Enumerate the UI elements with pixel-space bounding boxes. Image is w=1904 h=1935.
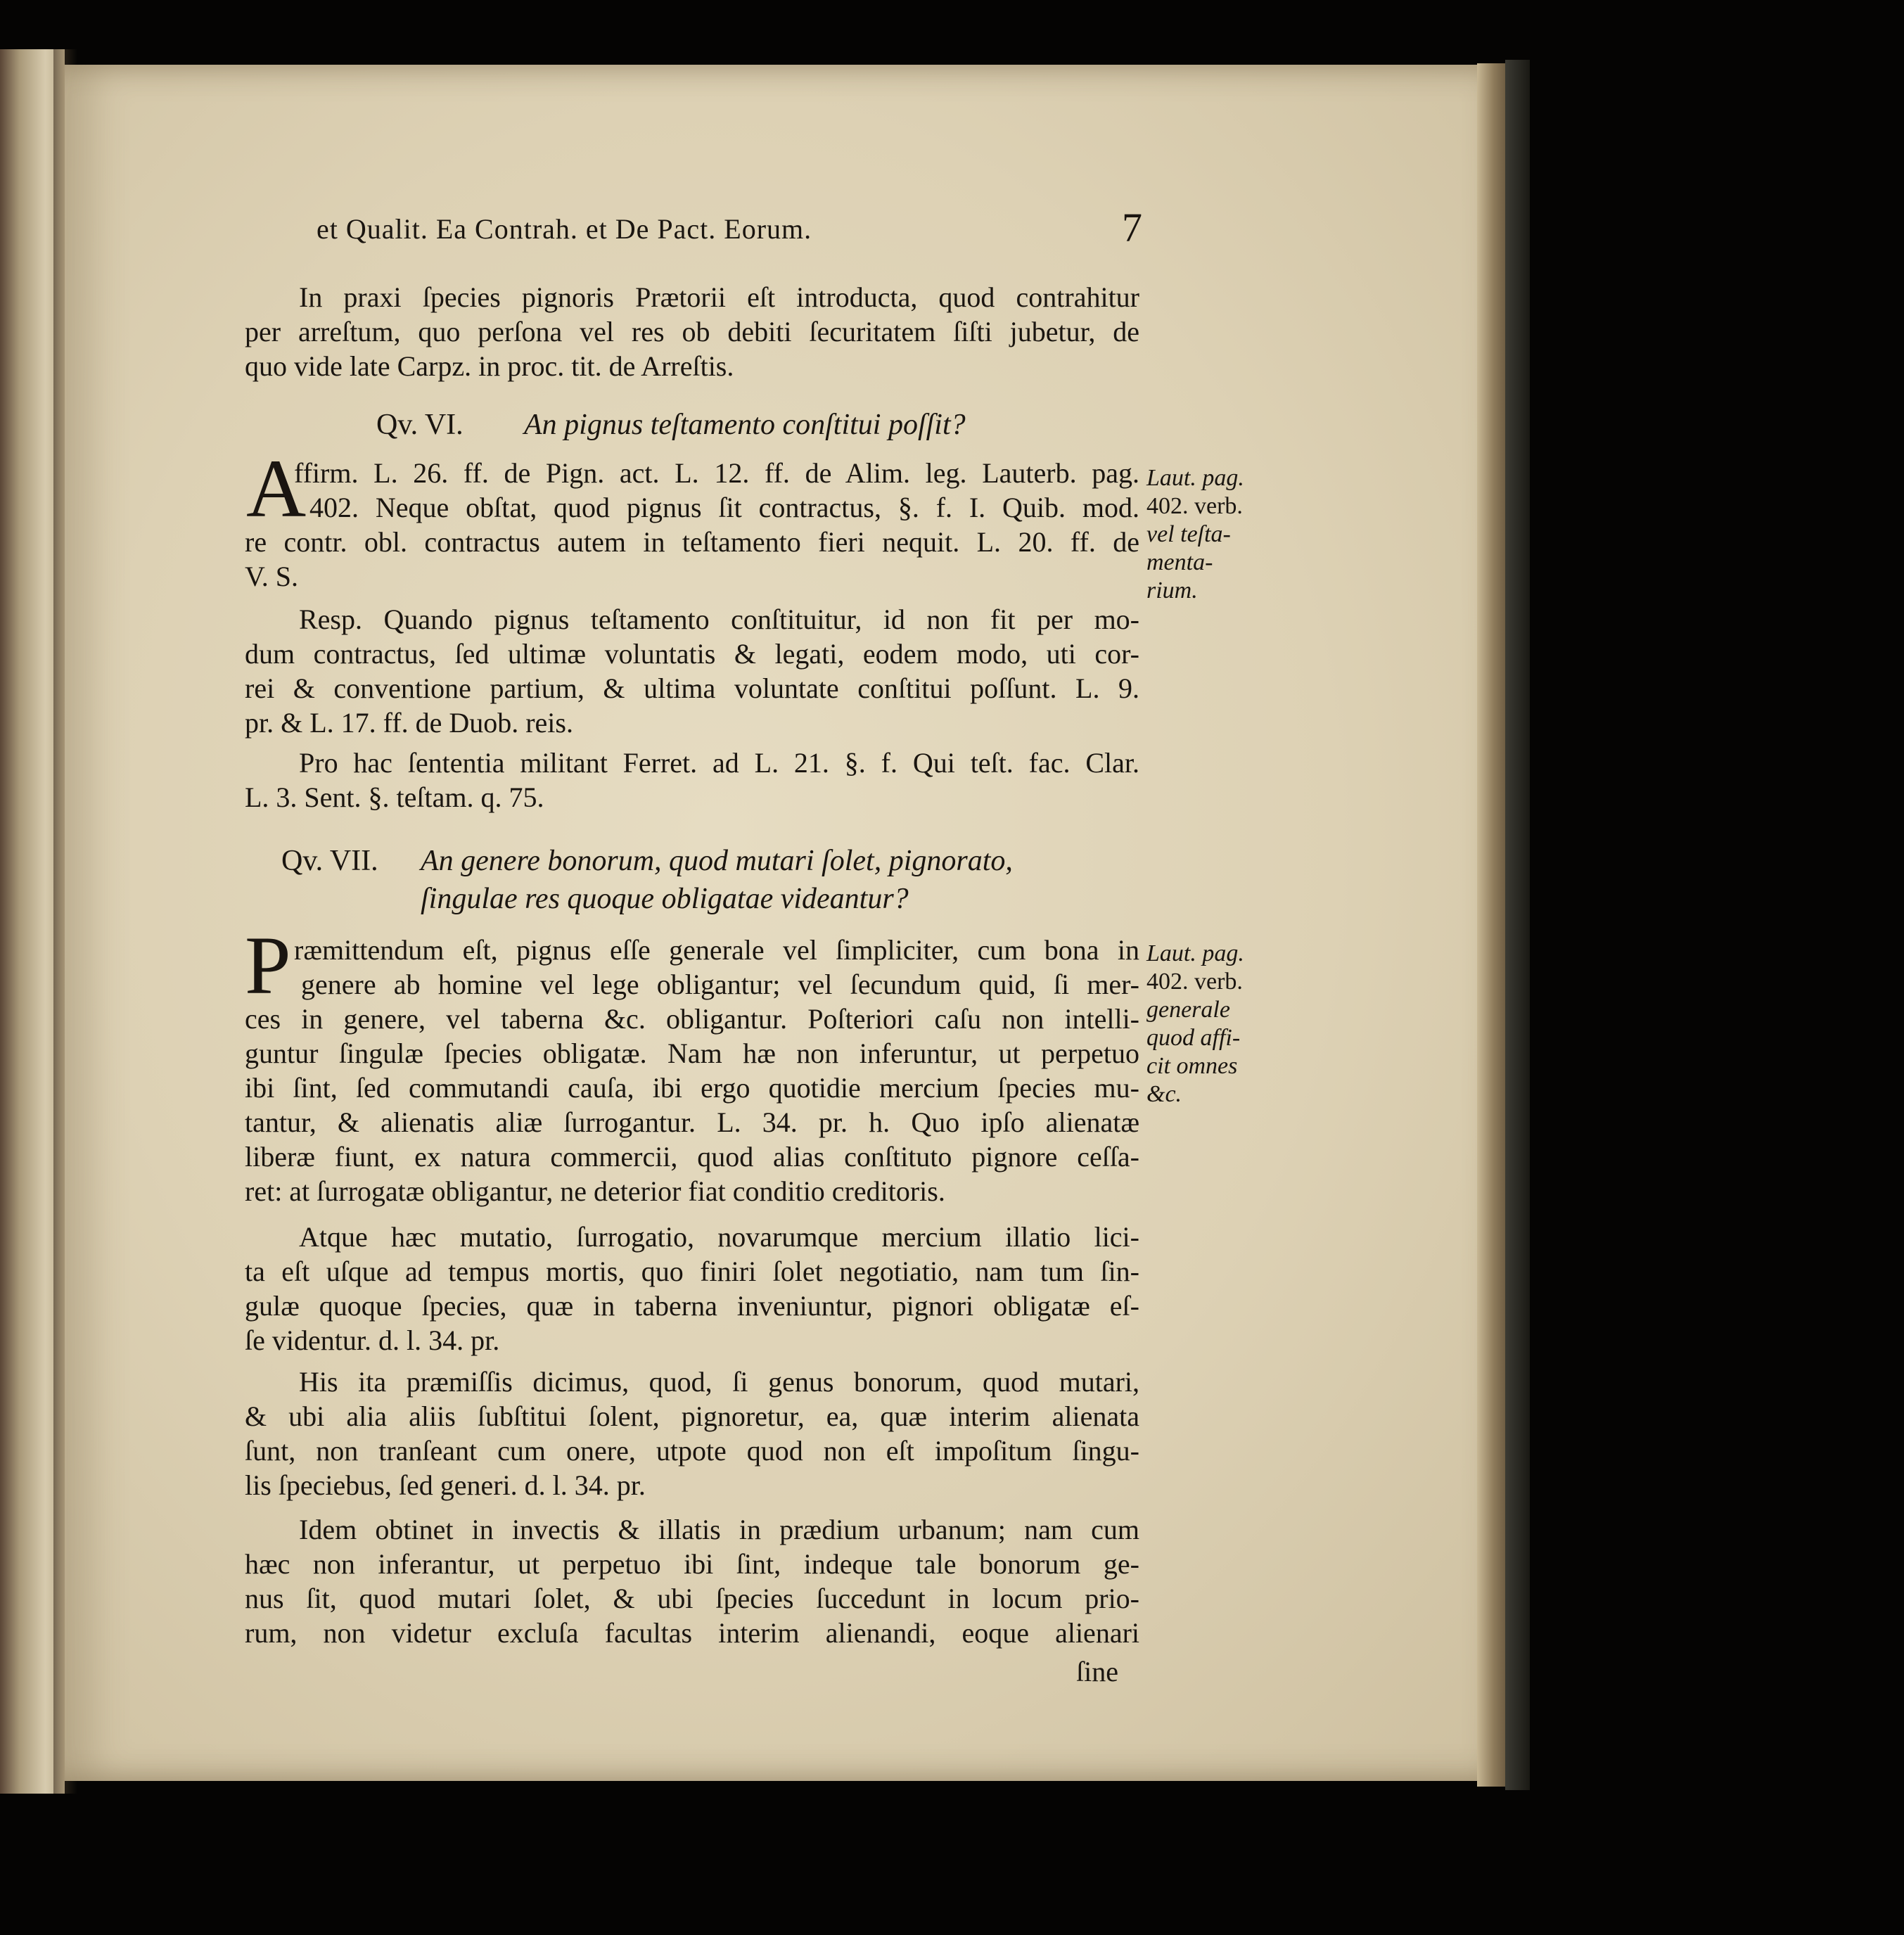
q7-body-line-8: ret: at ſurrogatæ obligantur, ne deterior fiat conditio creditoris. — [245, 1175, 945, 1207]
q6-pro-line-2: L. 3. Sent. §. teſtam. q. 75. — [245, 781, 544, 813]
q7-body-line-2: genere ab homine vel lege obligantur; vel ſecundum quid, ſi mer- — [301, 969, 1139, 1000]
q6-affirm-line-1: ffirm. L. 26. ff. de Pign. act. L. 12. ff. de Alim. leg. Lauterb. pag. — [294, 457, 1139, 489]
q6-affirm-line-4: V. S. — [245, 561, 298, 592]
his-line-1: His ita præmiſſis dicimus, quod, ſi genus bonorum, quod mutari, — [299, 1366, 1139, 1398]
his-line-3: ſunt, non tranſeant cum onere, utpote quod non eſt impoſitum ſingu- — [245, 1435, 1139, 1467]
q7-body-line-6: tantur, & alienatis aliæ ſurrogantur. L. 34. pr. h. Quo ipſo alienatæ — [245, 1106, 1139, 1138]
catchword: ſine — [1076, 1656, 1118, 1687]
idem-line-1: Idem obtinet in invectis & illatis in prædium urbanum; nam cum — [299, 1514, 1139, 1545]
para1-line-3: quo vide late Carpz. in proc. tit. de Arreſtis. — [245, 350, 734, 382]
q6-resp-line-3: rei & conventione partium, & ultima voluntate conſtitui poſſunt. L. 9. — [245, 672, 1139, 704]
idem-line-4: rum, non videtur excluſa facultas interim alienandi, eoque alienari — [245, 1617, 1139, 1649]
q6-affirm-line-2: 402. Neque obſtat, quod pignus ſit contractus, §. f. I. Quib. mod. — [309, 492, 1139, 523]
idem-line-3: nus ſit, quod mutari ſolet, & ubi ſpecies ſuccedunt in locum prio- — [245, 1583, 1139, 1614]
q7-body-line-4: guntur ſingulæ ſpecies obligatæ. Nam hæ non inferuntur, ut perpetuo — [245, 1037, 1139, 1069]
q6-resp-line-2: dum contractus, ſed ultimæ voluntatis & legati, eodem modo, uti cor- — [245, 638, 1139, 670]
q6-resp-line-4: pr. & L. 17. ff. de Duob. reis. — [245, 707, 573, 739]
q7-label: Qv. VII. — [281, 845, 378, 877]
his-line-2: & ubi alia aliis ſubſtitui ſolent, pignoretur, ea, quæ interim alienata — [245, 1400, 1139, 1432]
margin-note-2: Laut. pag. 402. verb. generale quod affi- cit omnes &c. — [1146, 940, 1244, 1107]
q7-body-line-3: ces in genere, vel taberna &c. obligantur. Poſteriori caſu non intelli- — [245, 1003, 1139, 1035]
atque-line-2: ta eſt uſque ad tempus mortis, quo finiri ſolet negotiatio, nam tum ſin- — [245, 1256, 1139, 1287]
q7-dropcap: P — [245, 919, 291, 1011]
q7-body-line-1: ræmittendum eſt, pignus eſſe generale vel ſimpliciter, cum bona in — [294, 934, 1139, 966]
q7-body-line-5: ibi ſint, ſed commutandi cauſa, ibi ergo quotidie mercium ſpecies mu- — [245, 1072, 1139, 1104]
atque-line-3: gulæ quoque ſpecies, quæ in taberna inveniuntur, pignori obligatæ eſ- — [245, 1290, 1139, 1322]
q7-body-line-7: liberæ fiunt, ex natura commercii, quod alias conſtituto pignore ceſſa- — [245, 1141, 1139, 1173]
book-cover — [1505, 60, 1530, 1790]
q6-affirm-line-3: re contr. obl. contractus autem in teſtamento fieri nequit. L. 20. ff. de — [245, 526, 1139, 558]
running-header: et Qualit. Ea Contrah. et De Pact. Eorum. — [317, 213, 812, 245]
q6-dropcap: A — [246, 442, 307, 535]
q7-question-line-2: ſingulae res quoque obligatae videantur? — [421, 883, 909, 915]
para1-line-2: per arreſtum, quo perſona vel res ob debiti ſecuritatem ſiſti jubetur, de — [245, 316, 1139, 347]
para1-line-1: In praxi ſpecies pignoris Prætorii eſt introducta, quod contrahitur — [299, 281, 1139, 313]
q6-question: An pignus teſtamento conſtitui poſſit? — [524, 409, 966, 441]
atque-line-4: ſe videntur. d. l. 34. pr. — [245, 1324, 500, 1356]
page-number: 7 — [1122, 205, 1142, 250]
his-line-4: lis ſpeciebus, ſed generi. d. l. 34. pr. — [245, 1469, 646, 1501]
idem-line-2: hæc non inferantur, ut perpetuo ibi ſint, indeque tale bonorum ge- — [245, 1548, 1139, 1580]
q7-question-line-1: An genere bonorum, quod mutari ſolet, pignorato, — [421, 845, 1013, 877]
q6-label: Qv. VI. — [376, 409, 464, 441]
margin-note-1: Laut. pag. 402. verb. vel teſta- menta- rium. — [1146, 465, 1244, 604]
atque-line-1: Atque hæc mutatio, ſurrogatio, novarumque mercium illatio lici- — [299, 1221, 1139, 1253]
q6-resp-line-1: Resp. Quando pignus teſtamento conſtituitur, id non fit per mo- — [299, 604, 1139, 635]
q6-pro-line-1: Pro hac ſententia militant Ferret. ad L. 21. §. f. Qui teſt. fac. Clar. — [299, 747, 1139, 779]
